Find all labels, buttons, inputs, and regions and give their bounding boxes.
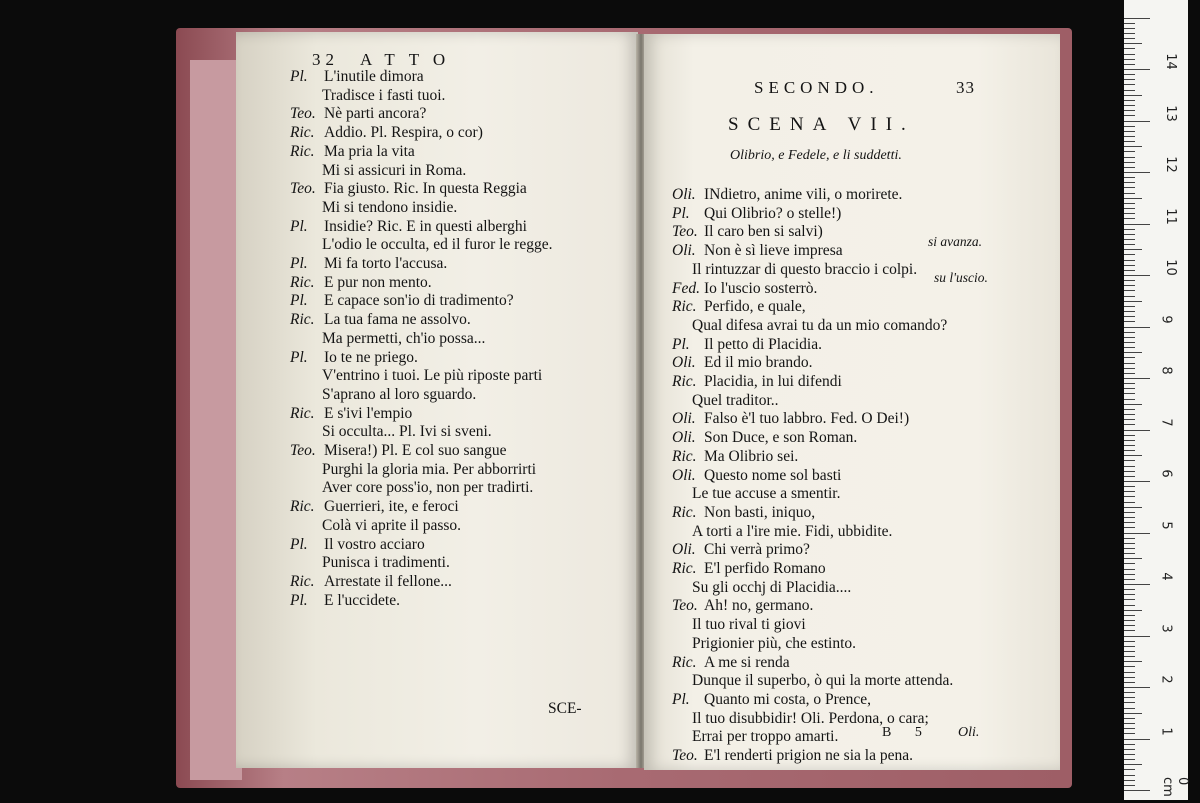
ruler-tick: [1124, 172, 1150, 173]
ruler-tick: [1124, 301, 1142, 302]
ruler-tick: [1124, 543, 1135, 544]
ruler-tick: [1124, 512, 1135, 513]
ruler-tick: [1124, 321, 1135, 322]
ruler-tick: [1124, 476, 1135, 477]
ruler-tick: [1124, 739, 1150, 740]
ruler-tick: [1124, 507, 1142, 508]
ruler-tick: [1124, 59, 1135, 60]
ruler-tick: [1124, 357, 1135, 358]
text-line: Il rintuzzar di questo braccio i colpi.: [692, 260, 918, 278]
text-line: E pur non mento.: [324, 273, 432, 291]
ruler-tick: [1124, 759, 1135, 760]
ruler-tick: [1124, 54, 1135, 55]
ruler-tick: [1124, 620, 1135, 621]
ruler-tick: [1124, 455, 1142, 456]
ruler-tick: [1124, 579, 1135, 580]
speaker-label: Ric.: [290, 142, 315, 160]
speaker-label: Ric.: [672, 373, 697, 390]
ruler-tick: [1124, 533, 1150, 534]
ruler-tick: [1124, 18, 1150, 19]
text-line: S'aprano al loro sguardo.: [322, 385, 477, 403]
ruler-tick: [1124, 270, 1135, 271]
text-line: Le tue accuse a smentir.: [692, 485, 841, 503]
text-line: Dunque il superbo, ò qui la morte attenda.: [692, 672, 954, 690]
text-line: INdietro, anime vili, o morirete.: [704, 186, 903, 203]
ruler-label: 3: [1158, 623, 1174, 633]
ruler-tick: [1124, 599, 1135, 600]
ruler-tick: [1124, 522, 1135, 523]
text-line: Placidia, in lui difendi: [704, 373, 842, 390]
ruler-tick: [1124, 280, 1135, 281]
text-line: Insidie? Ric. E in questi alberghi: [324, 217, 527, 235]
ruler-tick: [1124, 285, 1135, 286]
text-line: A me si renda: [704, 653, 790, 671]
ruler-tick: [1124, 141, 1135, 142]
ruler-tick: [1124, 342, 1135, 343]
speaker-label: Ric.: [672, 447, 697, 465]
speaker-label: Pl.: [672, 204, 690, 222]
text-line: Falso è'l tuo labbro. Fed. O Dei!): [704, 410, 910, 428]
text-line: Il petto di Placidia.: [704, 335, 822, 353]
ruler-tick: [1124, 697, 1135, 698]
speaker-label: Fed.: [672, 279, 700, 297]
ruler-tick: [1124, 687, 1150, 688]
ruler-tick: [1124, 435, 1135, 436]
text-line: E'l perfido Romano: [704, 560, 826, 577]
speaker-label: Teo.: [290, 442, 316, 459]
ruler-tick: [1124, 656, 1135, 657]
ruler-tick: [1124, 332, 1135, 333]
ruler-tick: [1124, 95, 1142, 96]
scene-characters: Olibrio, e Fedele, e li suddetti.: [730, 148, 902, 163]
ruler-tick: [1124, 383, 1135, 384]
ruler-label: 6: [1158, 469, 1174, 478]
text-line: Guerrieri, ite, e feroci: [324, 498, 459, 516]
ruler-label: 0 cm: [1160, 777, 1190, 797]
speaker-label: Pl.: [290, 68, 308, 85]
text-line: Non è sì lieve impresa: [704, 242, 843, 260]
text-line: Io l'uscio sosterrò.: [704, 279, 818, 297]
ruler-tick: [1124, 733, 1135, 734]
text-line: V'entrino i tuoi. Le più riposte parti: [322, 367, 543, 385]
speaker-label: Pl.: [290, 591, 308, 609]
ruler-tick: [1124, 337, 1135, 338]
ruler-tick: [1124, 84, 1135, 85]
ruler-tick: [1124, 502, 1135, 503]
ruler-label: 14: [1162, 53, 1178, 70]
ruler-tick: [1124, 368, 1135, 369]
ruler-label: 10: [1162, 259, 1178, 276]
text-line: Ma Olibrio sei.: [704, 447, 799, 465]
text-line: Io te ne priego.: [324, 348, 418, 366]
ruler-tick: [1124, 64, 1135, 65]
ruler-tick: [1124, 203, 1135, 204]
ruler-tick: [1124, 208, 1135, 209]
ruler-tick: [1124, 661, 1142, 662]
ruler-tick: [1124, 538, 1135, 539]
ruler-tick: [1124, 769, 1135, 770]
ruler-tick: [1124, 121, 1150, 122]
left-page: [236, 32, 638, 768]
text-line: E capace son'io di tradimento?: [324, 292, 514, 310]
text-line: Questo nome sol basti: [704, 466, 842, 484]
ruler-tick: [1124, 682, 1135, 683]
text-line: Ah! no, germano.: [704, 597, 814, 615]
ruler-tick: [1124, 605, 1135, 606]
ruler-tick: [1124, 672, 1135, 673]
text-line: Il tuo disubbidir! Oli. Perdona, o cara;: [692, 709, 929, 727]
stage-direction: si avanza.: [928, 234, 982, 249]
speaker-label: Oli.: [672, 242, 696, 260]
speaker-label: Ric.: [290, 273, 315, 291]
ruler-tick: [1124, 728, 1135, 729]
ruler-tick: [1124, 23, 1135, 24]
speaker-label: Ric.: [672, 503, 697, 521]
ruler-tick: [1124, 790, 1150, 791]
ruler-tick: [1124, 419, 1135, 420]
speaker-label: Pl.: [290, 255, 308, 272]
speaker-label: Ric.: [290, 124, 315, 142]
ruler-tick: [1124, 182, 1135, 183]
right-page: [644, 34, 1060, 770]
speaker-label: Oli.: [672, 410, 696, 428]
speaker-label: Pl.: [672, 690, 690, 708]
ruler-tick: [1124, 466, 1135, 467]
text-line: Su gli occhj di Placidia....: [692, 578, 852, 596]
text-line: Il vostro acciaro: [324, 535, 425, 553]
ruler-tick: [1124, 296, 1135, 297]
ruler-tick: [1124, 548, 1135, 549]
ruler-tick: [1124, 224, 1150, 225]
left-page-number: 32: [312, 50, 339, 69]
ruler-label: 11: [1162, 207, 1178, 225]
ruler-tick: [1124, 177, 1135, 178]
ruler-tick: [1124, 249, 1142, 250]
ruler-tick: [1124, 749, 1135, 750]
ruler-tick: [1124, 306, 1135, 307]
speaker-label: Teo.: [672, 223, 698, 241]
ruler-tick: [1124, 275, 1150, 276]
ruler-tick: [1124, 414, 1135, 415]
signature-mark: B 5: [882, 725, 932, 740]
ruler-tick: [1124, 646, 1135, 647]
text-line: Ma pria la vita: [324, 142, 415, 160]
speaker-label: Oli.: [672, 466, 696, 484]
ruler-tick: [1124, 430, 1150, 431]
text-line: Mi fa torto l'accusa.: [324, 255, 448, 272]
ruler-tick: [1124, 651, 1135, 652]
ruler-tick: [1124, 327, 1150, 328]
ruler-tick: [1124, 100, 1135, 101]
ruler-tick: [1124, 378, 1150, 379]
text-line: Son Duce, e son Roman.: [704, 429, 858, 447]
ruler-tick: [1124, 48, 1135, 49]
ruler-tick: [1124, 496, 1135, 497]
ruler-tick: [1124, 569, 1135, 570]
ruler-tick: [1124, 352, 1142, 353]
speaker-label: Ric.: [290, 311, 315, 329]
scene-title: SCENA VII.: [728, 114, 915, 135]
speaker-label: Pl.: [672, 335, 690, 353]
ruler-tick: [1124, 677, 1135, 678]
left-catchword: SCE-: [548, 700, 582, 717]
ruler-label: 7: [1158, 417, 1174, 427]
text-line: Il caro ben si salvi): [704, 223, 823, 241]
ruler-tick: [1124, 471, 1135, 472]
text-line: Addio. Pl. Respira, o cor): [324, 124, 483, 142]
speaker-label: Ric.: [672, 653, 697, 671]
ruler-tick: [1124, 193, 1135, 194]
ruler-tick: [1124, 198, 1142, 199]
speaker-label: Ric.: [672, 560, 697, 577]
ruler-tick: [1124, 213, 1135, 214]
ruler-tick: [1124, 666, 1135, 667]
ruler-tick: [1124, 780, 1135, 781]
ruler-tick: [1124, 486, 1135, 487]
ruler-tick: [1124, 589, 1135, 590]
ruler-tick: [1124, 290, 1135, 291]
ruler-tick: [1124, 641, 1135, 642]
text-line: E s'ivi l'empio: [324, 404, 413, 422]
ruler-tick: [1124, 625, 1135, 626]
ruler-tick: [1124, 393, 1135, 394]
left-running-head: ATTO: [360, 50, 460, 69]
ruler-label: 1: [1158, 726, 1174, 736]
right-catchword: Oli.: [958, 725, 980, 740]
ruler-tick: [1124, 558, 1142, 559]
speaker-label: Pl.: [290, 292, 308, 310]
speaker-label: Teo.: [290, 105, 316, 123]
ruler-tick: [1124, 388, 1135, 389]
ruler-tick: [1124, 265, 1135, 266]
text-line: Misera!) Pl. E col suo sangue: [324, 442, 507, 459]
ruler-tick: [1124, 584, 1150, 585]
ruler-tick: [1124, 187, 1135, 188]
ruler-tick: [1124, 399, 1135, 400]
text-line: Ed il mio brando.: [704, 354, 813, 372]
ruler-tick: [1124, 239, 1135, 240]
ruler-label: 4: [1158, 572, 1174, 581]
ruler-tick: [1124, 527, 1135, 528]
ruler-tick: [1124, 445, 1135, 446]
ruler-tick: [1124, 311, 1135, 312]
ruler-label: 9: [1158, 314, 1174, 324]
text-line: Arrestate il fellone...: [324, 572, 452, 590]
text-line: Mi si assicuri in Roma.: [322, 161, 467, 179]
ruler-tick: [1124, 610, 1142, 611]
speaker-label: Ric.: [290, 572, 315, 590]
ruler-tick: [1124, 43, 1142, 44]
text-line: Errai per troppo amarti.: [692, 728, 839, 746]
ruler-tick: [1124, 69, 1150, 70]
text-line: Qual difesa avrai tu da un mio comando?: [692, 316, 948, 334]
ruler-tick: [1124, 460, 1135, 461]
ruler-tick: [1124, 131, 1135, 132]
measurement-ruler: [1124, 0, 1188, 800]
text-line: Chi verrà primo?: [704, 541, 810, 559]
text-line: Qui Olibrio? o stelle!): [704, 204, 842, 222]
ruler-tick: [1124, 723, 1135, 724]
speaker-label: Teo.: [672, 747, 698, 764]
text-line: Mi si tendono insidie.: [322, 198, 458, 216]
ruler-tick: [1124, 254, 1135, 255]
ruler-tick: [1124, 146, 1142, 147]
ruler-label: 2: [1158, 675, 1174, 684]
ruler-tick: [1124, 491, 1135, 492]
ruler-tick: [1124, 126, 1135, 127]
ruler-tick: [1124, 151, 1135, 152]
ruler-label: 13: [1162, 104, 1178, 122]
ruler-tick: [1124, 409, 1135, 410]
text-line: Quel traditor..: [692, 391, 779, 409]
ruler-tick: [1124, 594, 1135, 595]
ruler-tick: [1124, 754, 1135, 755]
text-line: Colà vi aprite il passo.: [322, 516, 462, 534]
ruler-label: 8: [1158, 366, 1174, 375]
text-line: Nè parti ancora?: [324, 105, 427, 123]
ruler-tick: [1124, 563, 1135, 564]
right-page-number: 33: [956, 78, 975, 97]
ruler-tick: [1124, 718, 1135, 719]
ruler-tick: [1124, 74, 1135, 75]
ruler-label: 12: [1162, 156, 1178, 173]
ruler-tick: [1124, 440, 1135, 441]
ruler-tick: [1124, 404, 1142, 405]
ruler-tick: [1124, 347, 1135, 348]
ruler-tick: [1124, 316, 1135, 317]
ruler-tick: [1124, 90, 1135, 91]
ruler-tick: [1124, 105, 1135, 106]
ruler-tick: [1124, 702, 1135, 703]
ruler-tick: [1124, 775, 1135, 776]
ruler-tick: [1124, 79, 1135, 80]
speaker-label: Teo.: [672, 597, 698, 615]
text-line: E'l renderti prigion ne sia la pena.: [704, 747, 913, 764]
ruler-tick: [1124, 636, 1150, 637]
ruler-tick: [1124, 218, 1135, 219]
ruler-tick: [1124, 162, 1135, 163]
ruler-tick: [1124, 244, 1135, 245]
text-line: Purghi la gloria mia. Per abborrirti: [322, 460, 537, 478]
text-line: L'odio le occulta, ed il furor le regge.: [322, 236, 553, 254]
right-running-head: SECONDO.: [754, 78, 879, 97]
text-line: A torti a l'ire mie. Fidi, ubbidite.: [692, 522, 893, 540]
ruler-tick: [1124, 157, 1135, 158]
ruler-tick: [1124, 630, 1135, 631]
ruler-tick: [1124, 574, 1135, 575]
text-line: Si occulta... Pl. Ivi si sveni.: [322, 423, 492, 441]
ruler-tick: [1124, 167, 1135, 168]
text-line: E l'uccidete.: [324, 591, 400, 609]
ruler-tick: [1124, 234, 1135, 235]
ruler-tick: [1124, 424, 1135, 425]
text-line: L'inutile dimora: [324, 68, 424, 85]
speaker-label: Teo.: [290, 180, 316, 198]
ruler-tick: [1124, 229, 1135, 230]
text-line: La tua fama ne assolvo.: [324, 311, 471, 329]
ruler-tick: [1124, 713, 1142, 714]
ruler-tick: [1124, 708, 1135, 709]
stage-direction: su l'uscio.: [934, 270, 988, 285]
ruler-tick: [1124, 517, 1135, 518]
speaker-label: Pl.: [290, 217, 308, 235]
ruler-tick: [1124, 38, 1135, 39]
speaker-label: Ric.: [290, 404, 315, 422]
text-line: Punisca i tradimenti.: [322, 554, 450, 572]
text-line: Ma permetti, ch'io possa...: [322, 329, 486, 347]
speaker-label: Oli.: [672, 354, 696, 372]
ruler-tick: [1124, 373, 1135, 374]
text-line: Quanto mi costa, o Prence,: [704, 690, 872, 708]
ruler-tick: [1124, 260, 1135, 261]
speaker-label: Ric.: [290, 498, 315, 516]
ruler-tick: [1124, 553, 1135, 554]
text-line: Prigionier più, che estinto.: [692, 634, 857, 652]
text-line: Non basti, iniquo,: [704, 503, 816, 521]
ruler-tick: [1124, 33, 1135, 34]
ruler-tick: [1124, 363, 1135, 364]
text-line: Perfido, e quale,: [704, 298, 806, 316]
ruler-tick: [1124, 28, 1135, 29]
speaker-label: Pl.: [290, 348, 308, 366]
text-line: Aver core poss'io, non per tradirti.: [322, 479, 534, 497]
speaker-label: Ric.: [672, 298, 697, 316]
speaker-label: Pl.: [290, 535, 308, 553]
cover-inner-edge: [190, 60, 242, 780]
ruler-tick: [1124, 615, 1135, 616]
ruler-tick: [1124, 785, 1135, 786]
speaker-label: Oli.: [672, 429, 696, 447]
text-line: Tradisce i fasti tuoi.: [322, 86, 446, 104]
speaker-label: Oli.: [672, 186, 696, 203]
ruler-tick: [1124, 481, 1150, 482]
ruler-label: 5: [1158, 520, 1174, 530]
ruler-tick: [1124, 110, 1135, 111]
speaker-label: Oli.: [672, 541, 696, 559]
ruler-tick: [1124, 764, 1142, 765]
text-line: Fia giusto. Ric. In questa Reggia: [324, 180, 527, 198]
ruler-tick: [1124, 450, 1135, 451]
ruler-tick: [1124, 744, 1135, 745]
ruler-tick: [1124, 692, 1135, 693]
ruler-tick: [1124, 136, 1135, 137]
ruler-tick: [1124, 115, 1135, 116]
text-line: Il tuo rival ti giovi: [692, 616, 806, 634]
